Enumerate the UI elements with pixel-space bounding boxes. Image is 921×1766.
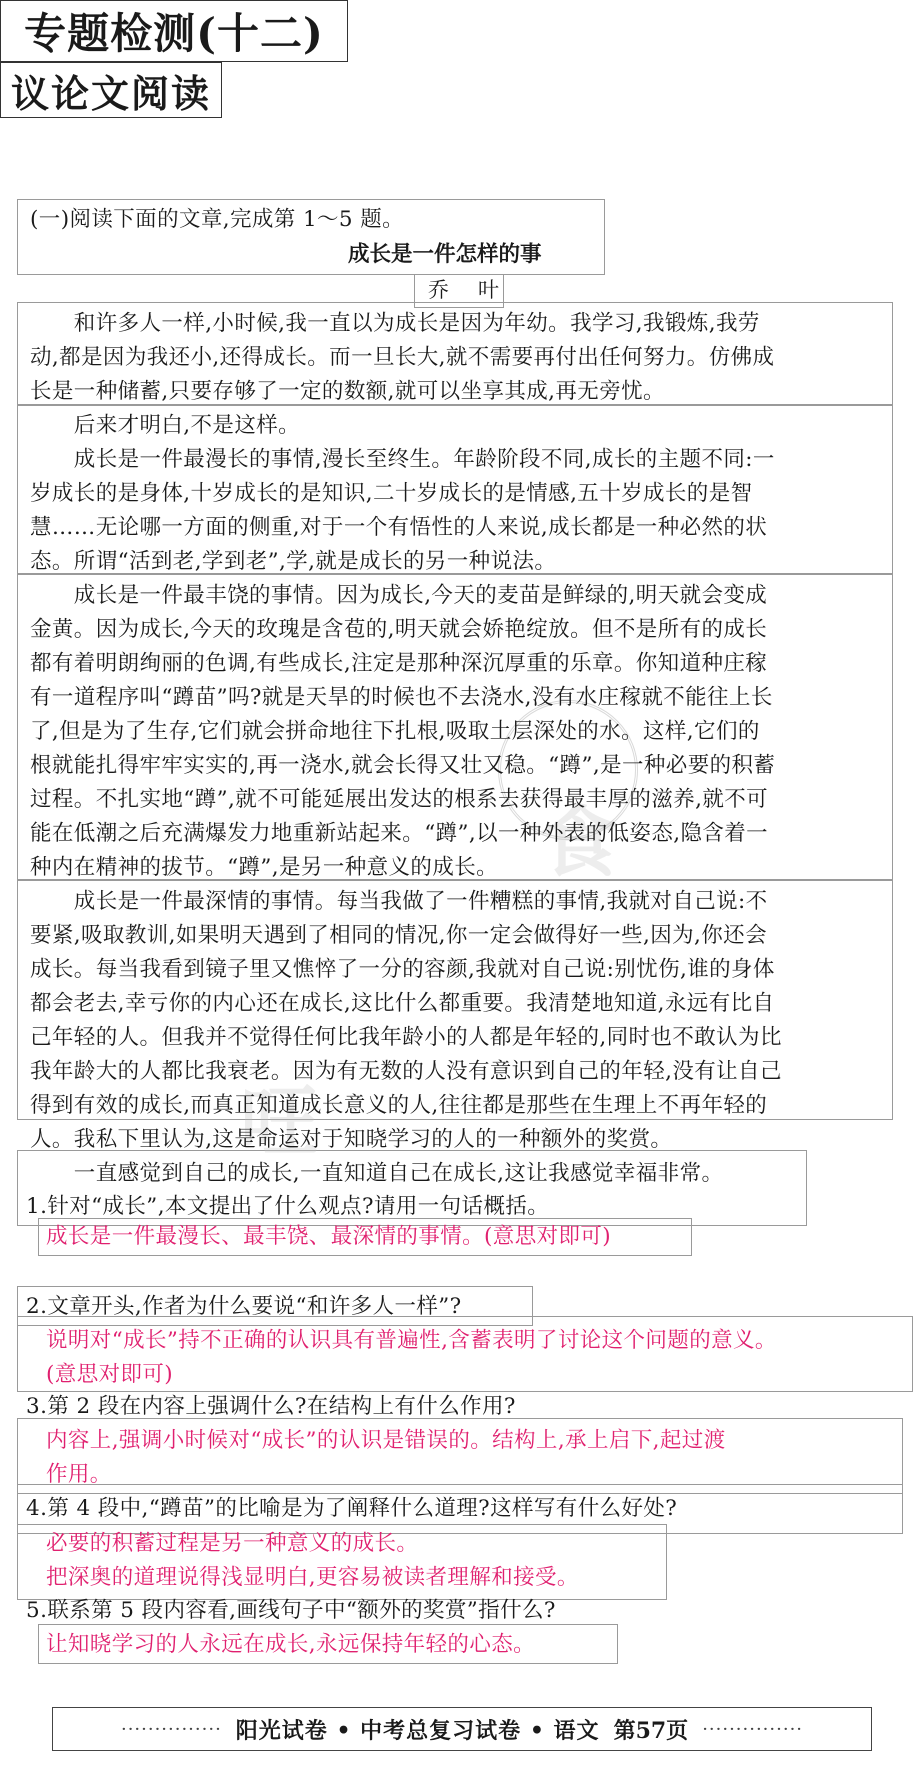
article-line: 金黄。因为成长,今天的玫瑰是含苞的,明天就会娇艳绽放。但不是所有的成长 [30,617,768,642]
answer-2-line-2: (意思对即可) [46,1362,174,1387]
article-line: 都会老去,幸亏你的内心还在成长,这比什么都重要。我清楚地知道,永远有比自 [30,991,775,1016]
watermark-left: 㕵 [240,1077,319,1168]
article-line: 后来才明白,不是这样。 [30,413,301,438]
article-line: 过程。不扎实地“蹲”,就不可能延展出发达的根系去获得最丰厚的滋养,就不可 [30,787,769,812]
article-line: 动,都是因为我还小,还得成长。而一旦长大,就不需要再付出任何努力。仿佛成 [30,345,775,370]
question-3: 3.第 2 段在内容上强调什么?在结构上有什么作用? [26,1394,516,1419]
article-author: 乔 叶 [428,278,503,302]
footer-dots-right: ··············· [702,1718,804,1740]
article-line: 成长是一件最漫长的事情,漫长至终生。年龄阶段不同,成长的主题不同:一 [30,447,775,472]
article-line: 根就能扎得牢牢实实的,再一浇水,就会长得又壮又稳。“蹲”,是一种必要的积蓄 [30,753,776,778]
footer-text: 阳光试卷 • 中考总复习试卷 • 语文 [235,1717,600,1744]
article-title: 成长是一件怎样的事 [348,242,542,267]
article-line: 能在低潮之后充满爆发力地重新站起来。“蹲”,以一种外表的低姿态,隐含着一 [30,821,769,846]
article-line: 态。所谓“活到老,学到老”,学,就是成长的另一种说法。 [30,549,557,574]
question-5: 5.联系第 5 段内容看,画线句子中“额外的奖赏”指什么? [26,1598,556,1623]
article-line: 人。我私下里认为,这是命运对于知晓学习的人的一种额外的奖赏。 [30,1127,673,1152]
article-line: 了,但是为了生存,它们就会拼命地往下扎根,吸取土层深处的水。这样,它们的 [30,719,760,744]
watermark-right: ⻝ [540,797,619,888]
page-footer [52,1707,872,1751]
section-instruction: (一)阅读下面的文章,完成第 1～5 题。 [30,207,405,232]
article-line: 都有着明朗绚丽的色调,有些成长,注定是那种深沉厚重的乐章。你知道种庄稼 [30,651,768,676]
answer-5: 让知晓学习的人永远在成长,永远保持年轻的心态。 [46,1632,536,1657]
answer-4-line-2: 把深奥的道理说得浅显明白,更容易被读者理解和接受。 [46,1565,579,1590]
article-line: 成长。每当我看到镜子里又憔悴了一分的容颜,我就对自己说:别忧伤,谁的身体 [30,957,775,982]
footer-page: 第57页 [613,1717,689,1744]
page-subtitle: 议论文阅读 [0,62,222,118]
article-line: 和许多人一样,小时候,我一直以为成长是因为年幼。我学习,我锻炼,我劳 [30,311,760,336]
question-1: 1.针对“成长”,本文提出了什么观点?请用一句话概括。 [26,1194,550,1219]
question-2: 2.文章开头,作者为什么要说“和许多人一样”? [26,1294,462,1319]
article-line: 我年龄大的人都比我衰老。因为有无数的人没有意识到自己的年轻,没有让自己 [30,1059,782,1084]
answer-4-line-1: 必要的积蓄过程是另一种意义的成长。 [46,1531,419,1556]
article-line: 岁成长的是身体,十岁成长的是知识,二十岁成长的是情感,五十岁成长的是智 [30,481,753,506]
article-line: 要紧,吸取教训,如果明天遇到了相同的情况,你一定会做得好一些,因为,你还会 [30,923,767,948]
article-line: 得到有效的成长,而真正知道成长意义的人,往往都是那些在生理上不再年轻的 [30,1093,768,1118]
answer-1: 成长是一件最漫长、最丰饶、最深情的事情。(意思对即可) [46,1224,612,1249]
article-line: 有一道程序叫“蹲苗”吗?就是天旱的时候也不去浇水,没有水庄稼就不能往上长 [30,685,773,710]
question-4: 4.第 4 段中,“蹲苗”的比喻是为了阐释什么道理?这样写有什么好处? [26,1496,678,1521]
article-line: 种内在精神的拔节。“蹲”,是另一种意义的成长。 [30,855,499,880]
article-line: 慧……无论哪一方面的侧重,对于一个有悟性的人来说,成长都是一种必然的状 [30,515,768,540]
article-line: 成长是一件最丰饶的事情。因为成长,今天的麦苗是鲜绿的,明天就会变成 [30,583,768,608]
footer-dots-left: ··············· [120,1718,222,1740]
article-line: 成长是一件最深情的事情。每当我做了一件糟糕的事情,我就对自己说:不 [30,889,768,914]
answer-3-line-2: 作用。 [46,1462,112,1487]
answer-2-line-1: 说明对“成长”持不正确的认识具有普遍性,含蓄表明了讨论这个问题的意义。 [46,1328,777,1353]
article-line: 一直感觉到自己的成长,一直知道自己在成长,这让我感觉幸福非常。 [30,1161,724,1186]
article-line: 长是一种储蓄,只要存够了一定的数额,就可以坐享其成,再无旁忧。 [30,379,665,404]
article-line: 己年轻的人。但我并不觉得任何比我年龄小的人都是年轻的,同时也不敢认为比 [30,1025,782,1050]
answer-3-line-1: 内容上,强调小时候对“成长”的认识是错误的。结构上,承上启下,起过渡 [46,1428,726,1453]
page-title: 专题检测(十二) [0,0,348,62]
